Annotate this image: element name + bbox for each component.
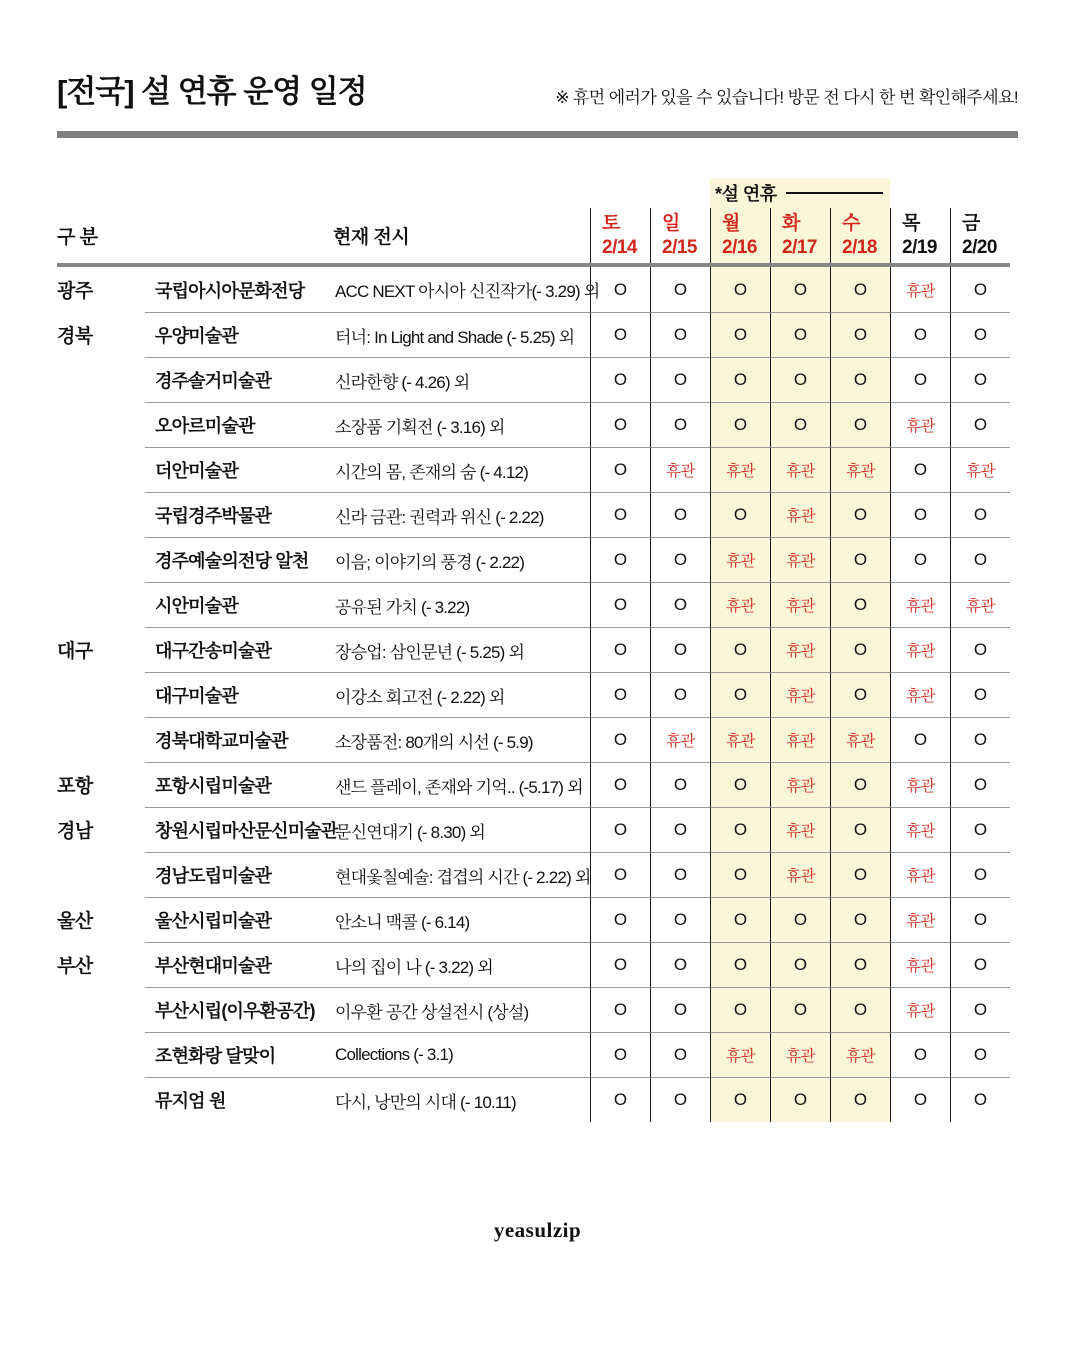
status-cell: O <box>650 1077 710 1122</box>
venue-cell: 오아르미술관 <box>145 402 333 447</box>
venue-cell: 경주예술의전당 알천 <box>145 537 333 582</box>
status-cell: O <box>950 357 1010 402</box>
region-cell <box>57 357 145 402</box>
status-cell: O <box>650 1032 710 1077</box>
schedule-body <box>57 267 1010 1122</box>
status-cell: O <box>590 717 650 762</box>
status-cell: O <box>950 492 1010 537</box>
exhibition-cell: 터너: In Light and Shade (- 5.25) 외 <box>333 312 590 357</box>
region-cell <box>57 672 145 717</box>
status-cell: O <box>590 1032 650 1077</box>
status-cell: O <box>950 897 1010 942</box>
status-cell: O <box>710 762 770 807</box>
venue-cell: 대구간송미술관 <box>145 627 333 672</box>
exhibition-header: 현재 전시 <box>333 227 410 248</box>
status-cell: O <box>890 717 950 762</box>
venue-cell: 더안미술관 <box>145 447 333 492</box>
holiday-label: *설 연휴 <box>715 184 777 204</box>
status-cell: O <box>710 672 770 717</box>
exhibition-cell: Collections (- 3.1) <box>333 1032 590 1077</box>
region-cell <box>57 447 145 492</box>
status-cell: O <box>830 267 890 312</box>
day-name: 토 <box>602 213 620 235</box>
status-cell: 휴관 <box>770 717 830 762</box>
schedule-table <box>57 178 1010 1122</box>
status-cell: O <box>710 852 770 897</box>
exhibition-cell: 소장품전: 80개의 시선 (- 5.9) <box>333 717 590 762</box>
status-cell: O <box>830 807 890 852</box>
region-cell <box>57 852 145 897</box>
day-date: 2/15 <box>662 236 697 258</box>
region-cell: 경남 <box>57 821 93 842</box>
day-name: 월 <box>722 213 740 235</box>
status-cell: O <box>650 402 710 447</box>
venue-cell: 조현화랑 달맞이 <box>145 1032 333 1077</box>
region-cell <box>57 402 145 447</box>
status-cell: O <box>950 672 1010 717</box>
status-cell: O <box>590 987 650 1032</box>
region-cell: 부산 <box>57 956 93 977</box>
status-cell: 휴관 <box>650 717 710 762</box>
status-cell: 휴관 <box>770 537 830 582</box>
label-row-spacer <box>57 178 710 208</box>
status-cell: O <box>710 942 770 987</box>
status-cell: O <box>890 1032 950 1077</box>
status-cell: O <box>950 1032 1010 1077</box>
status-cell: 휴관 <box>890 762 950 807</box>
status-cell: O <box>650 627 710 672</box>
day-name: 금 <box>962 213 980 235</box>
day-name: 수 <box>842 213 860 235</box>
status-cell: O <box>710 402 770 447</box>
notice-text: ※ 휴먼 에러가 있을 수 있습니다! 방문 전 다시 한 번 확인해주세요! <box>555 88 1018 107</box>
column-header-row <box>57 208 1010 263</box>
exhibition-cell: 이우환 공간 상설전시 (상설) <box>333 987 590 1032</box>
status-cell: O <box>650 582 710 627</box>
status-cell: O <box>590 312 650 357</box>
status-cell: O <box>590 582 650 627</box>
region-cell <box>57 1077 145 1122</box>
status-cell: O <box>710 807 770 852</box>
day-header-2/14 <box>590 208 650 263</box>
status-cell: O <box>770 357 830 402</box>
status-cell: 휴관 <box>710 537 770 582</box>
status-cell: O <box>950 807 1010 852</box>
day-date: 2/20 <box>962 236 997 258</box>
status-cell: 휴관 <box>890 897 950 942</box>
status-cell: 휴관 <box>890 582 950 627</box>
status-cell: O <box>590 357 650 402</box>
status-cell: O <box>590 447 650 492</box>
status-cell: O <box>710 312 770 357</box>
status-cell: O <box>830 897 890 942</box>
status-cell: O <box>590 672 650 717</box>
region-cell: 포항 <box>57 776 93 797</box>
status-cell: O <box>950 402 1010 447</box>
status-cell: O <box>710 267 770 312</box>
table-row <box>57 762 1010 807</box>
status-cell: 휴관 <box>710 1032 770 1077</box>
venue-cell: 뮤지엄 원 <box>145 1077 333 1122</box>
status-cell: O <box>710 492 770 537</box>
status-cell: O <box>950 942 1010 987</box>
day-header-2/17 <box>770 208 830 263</box>
day-date: 2/17 <box>782 236 817 258</box>
status-cell: O <box>710 357 770 402</box>
status-cell: O <box>950 627 1010 672</box>
status-cell: O <box>950 537 1010 582</box>
exhibition-cell: 신라한향 (- 4.26) 외 <box>333 357 590 402</box>
label-row-spacer <box>890 178 1010 208</box>
table-row <box>57 717 1010 762</box>
status-cell: O <box>710 1077 770 1122</box>
status-cell: O <box>950 1077 1010 1122</box>
status-cell: 휴관 <box>830 1032 890 1077</box>
day-name: 화 <box>782 213 800 235</box>
venue-cell: 우양미술관 <box>145 312 333 357</box>
holiday-underline <box>786 192 883 194</box>
exhibition-cell: ACC NEXT 아시아 신진작가(- 3.29) 외 <box>335 282 600 301</box>
region-cell <box>57 1032 145 1077</box>
page-title: [전국] 설 연휴 운영 일정 <box>57 74 367 109</box>
exhibition-cell: 이음; 이야기의 풍경 (- 2.22) <box>333 537 590 582</box>
region-cell: 광주 <box>57 281 93 302</box>
status-cell: O <box>890 1077 950 1122</box>
status-cell: O <box>950 762 1010 807</box>
status-cell: 휴관 <box>770 582 830 627</box>
status-cell: O <box>890 447 950 492</box>
status-cell: O <box>830 627 890 672</box>
exhibition-cell: 문신연대기 (- 8.30) 외 <box>333 807 590 852</box>
status-cell: O <box>770 267 830 312</box>
status-cell: O <box>770 897 830 942</box>
category-header: 구 분 <box>57 227 98 248</box>
status-cell: 휴관 <box>950 447 1010 492</box>
status-cell: 휴관 <box>830 447 890 492</box>
venue-cell: 대구미술관 <box>145 672 333 717</box>
exhibition-cell: 공유된 가치 (- 3.22) <box>333 582 590 627</box>
status-cell: O <box>830 492 890 537</box>
status-cell: O <box>950 312 1010 357</box>
status-cell: O <box>830 312 890 357</box>
table-row <box>57 312 1010 357</box>
status-cell: 휴관 <box>770 1032 830 1077</box>
status-cell: O <box>650 852 710 897</box>
day-header-2/19 <box>890 208 950 263</box>
status-cell: O <box>650 672 710 717</box>
exhibition-cell: 현대옻칠예술: 겹겹의 시간 (- 2.22) 외 <box>333 852 590 897</box>
status-cell: 휴관 <box>710 582 770 627</box>
venue-cell: 울산시립미술관 <box>145 897 333 942</box>
table-row <box>57 987 1010 1032</box>
holiday-band <box>710 178 890 208</box>
venue-cell: 부산현대미술관 <box>145 942 333 987</box>
day-date: 2/19 <box>902 236 937 258</box>
day-header-2/16 <box>710 208 770 263</box>
status-cell: O <box>830 672 890 717</box>
table-row <box>57 852 1010 897</box>
status-cell: 휴관 <box>830 717 890 762</box>
status-cell: O <box>830 942 890 987</box>
status-cell: O <box>650 987 710 1032</box>
status-cell: 휴관 <box>890 672 950 717</box>
status-cell: O <box>650 942 710 987</box>
exhibition-cell: 이강소 회고전 (- 2.22) 외 <box>333 672 590 717</box>
status-cell: O <box>710 627 770 672</box>
day-header-2/15 <box>650 208 710 263</box>
venue-cell: 경남도립미술관 <box>145 852 333 897</box>
status-cell: O <box>950 267 1010 312</box>
day-date: 2/14 <box>602 236 637 258</box>
status-cell: O <box>830 987 890 1032</box>
table-row <box>57 807 1010 852</box>
table-row <box>57 672 1010 717</box>
status-cell: O <box>770 312 830 357</box>
status-cell: O <box>950 717 1010 762</box>
status-cell: 휴관 <box>770 492 830 537</box>
status-cell: O <box>590 852 650 897</box>
status-cell: 휴관 <box>770 807 830 852</box>
region-cell <box>57 717 145 762</box>
day-header-2/20 <box>950 208 1010 263</box>
day-date: 2/16 <box>722 236 757 258</box>
status-cell: O <box>650 897 710 942</box>
status-cell: O <box>890 492 950 537</box>
status-cell: O <box>650 537 710 582</box>
status-cell: 휴관 <box>890 987 950 1032</box>
status-cell: O <box>650 492 710 537</box>
status-cell: O <box>770 402 830 447</box>
status-cell: 휴관 <box>770 672 830 717</box>
table-row <box>57 447 1010 492</box>
region-cell <box>57 987 145 1032</box>
table-row <box>57 267 1010 312</box>
status-cell: O <box>770 942 830 987</box>
region-cell <box>57 537 145 582</box>
table-row <box>57 357 1010 402</box>
status-cell: O <box>770 1077 830 1122</box>
table-row <box>57 1032 1010 1077</box>
status-cell: O <box>890 312 950 357</box>
status-cell: O <box>830 357 890 402</box>
table-row <box>57 897 1010 942</box>
status-cell: 휴관 <box>890 852 950 897</box>
exhibition-cell: 장승업: 삼인문년 (- 5.25) 외 <box>333 627 590 672</box>
status-cell: 휴관 <box>770 762 830 807</box>
status-cell: 휴관 <box>770 852 830 897</box>
status-cell: 휴관 <box>650 447 710 492</box>
status-cell: O <box>590 762 650 807</box>
status-cell: O <box>650 762 710 807</box>
holiday-label-row <box>57 178 1010 208</box>
region-cell: 대구 <box>57 641 93 662</box>
status-cell: O <box>950 852 1010 897</box>
venue-cell: 경북대학교미술관 <box>145 717 333 762</box>
exhibition-cell: 시간의 몸, 존재의 숨 (- 4.12) <box>333 447 590 492</box>
exhibition-cell: 신라 금관: 권력과 위신 (- 2.22) <box>333 492 590 537</box>
status-cell: O <box>830 402 890 447</box>
status-cell: O <box>710 897 770 942</box>
status-cell: O <box>590 402 650 447</box>
region-cell <box>57 492 145 537</box>
status-cell: 휴관 <box>890 267 950 312</box>
status-cell: O <box>590 807 650 852</box>
table-row <box>57 942 1010 987</box>
status-cell: O <box>590 897 650 942</box>
status-cell: O <box>830 762 890 807</box>
table-row <box>57 537 1010 582</box>
status-cell: O <box>950 987 1010 1032</box>
status-cell: O <box>650 267 710 312</box>
status-cell: 휴관 <box>950 582 1010 627</box>
page-header <box>57 66 1018 111</box>
exhibition-cell: 소장품 기획전 (- 3.16) 외 <box>333 402 590 447</box>
header-divider <box>57 131 1018 138</box>
status-cell: O <box>590 942 650 987</box>
status-cell: O <box>590 267 650 312</box>
region-cell: 울산 <box>57 911 93 932</box>
day-name: 일 <box>662 213 680 235</box>
region-cell: 경북 <box>57 326 93 347</box>
region-cell <box>57 582 145 627</box>
exhibition-cell: 샌드 플레이, 존재와 기억.. (-5.17) 외 <box>333 762 590 807</box>
status-cell: O <box>770 987 830 1032</box>
status-cell: O <box>890 357 950 402</box>
day-header-2/18 <box>830 208 890 263</box>
status-cell: O <box>890 537 950 582</box>
table-row <box>57 402 1010 447</box>
status-cell: O <box>590 627 650 672</box>
exhibition-cell: 안소니 맥콜 (- 6.14) <box>333 897 590 942</box>
venue-cell: 창원시립마산문신미술관 <box>145 807 333 852</box>
status-cell: O <box>590 537 650 582</box>
status-cell: 휴관 <box>770 447 830 492</box>
venue-cell: 부산시립(이우환공간) <box>145 987 333 1032</box>
status-cell: 휴관 <box>770 627 830 672</box>
venue-cell: 경주솔거미술관 <box>145 357 333 402</box>
status-cell: 휴관 <box>710 717 770 762</box>
footer-credit: yeasulzip <box>493 1218 582 1242</box>
status-cell: 휴관 <box>890 807 950 852</box>
status-cell: O <box>590 492 650 537</box>
status-cell: O <box>830 537 890 582</box>
status-cell: O <box>710 987 770 1032</box>
table-row <box>57 627 1010 672</box>
day-date: 2/18 <box>842 236 877 258</box>
day-name: 목 <box>902 213 920 235</box>
venue-cell: 국립경주박물관 <box>145 492 333 537</box>
status-cell: O <box>830 582 890 627</box>
venue-header-spacer <box>145 208 333 263</box>
status-cell: 휴관 <box>890 627 950 672</box>
table-row <box>57 492 1010 537</box>
exhibition-cell: 나의 집이 나 (- 3.22) 외 <box>333 942 590 987</box>
status-cell: O <box>590 1077 650 1122</box>
status-cell: O <box>650 312 710 357</box>
status-cell: O <box>830 1077 890 1122</box>
venue-cell: 포항시립미술관 <box>145 762 333 807</box>
exhibition-cell: 다시, 낭만의 시대 (- 10.11) <box>333 1077 590 1122</box>
status-cell: O <box>650 357 710 402</box>
venue-cell: 국립아시아문화전당 <box>155 280 305 301</box>
status-cell: O <box>830 852 890 897</box>
status-cell: 휴관 <box>890 942 950 987</box>
table-row <box>57 1077 1010 1122</box>
status-cell: 휴관 <box>710 447 770 492</box>
table-row <box>57 582 1010 627</box>
status-cell: O <box>650 807 710 852</box>
venue-cell: 시안미술관 <box>145 582 333 627</box>
status-cell: 휴관 <box>890 402 950 447</box>
